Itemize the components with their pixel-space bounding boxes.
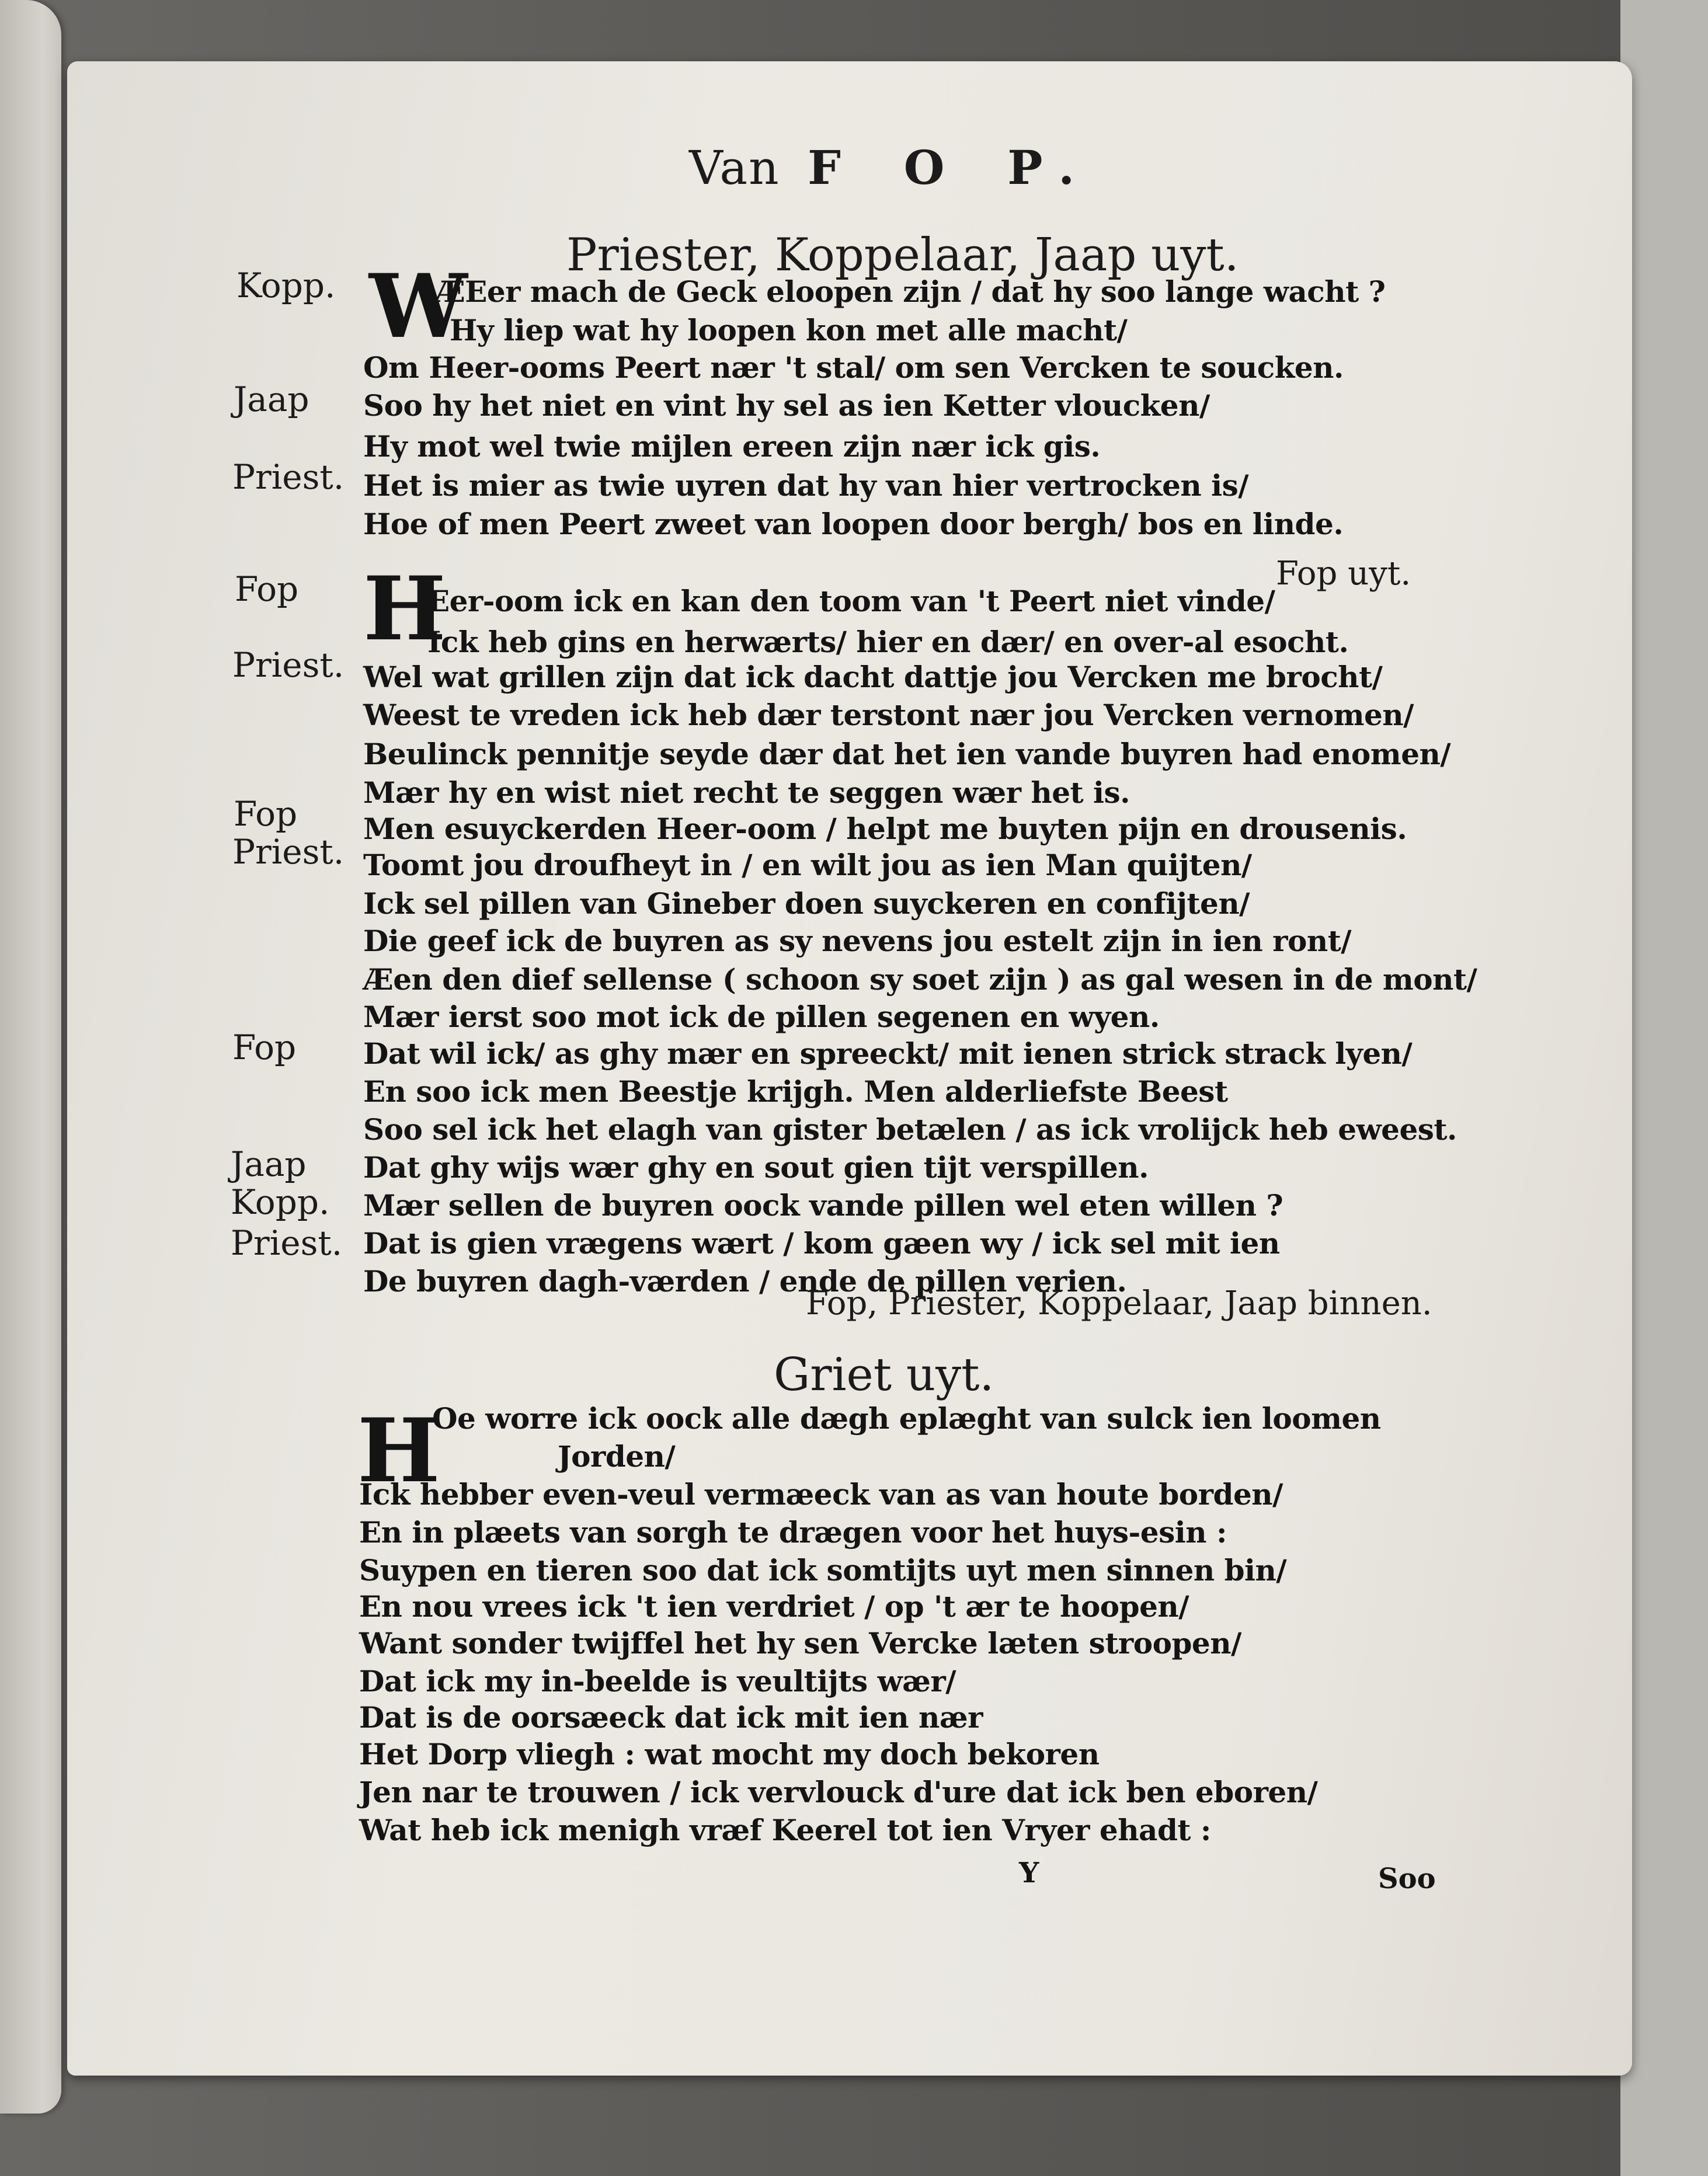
verse-line: Het Dorp vliegh : wat mocht my doch bekoren — [359, 1737, 1100, 1771]
speaker-label: Fop — [232, 1028, 297, 1067]
verse-line: Hy mot wel twie mijlen ereen zijn nær ick gis. — [363, 429, 1101, 464]
verse-line: En soo ick men Beestje krijgh. Men alderliefste Beest — [363, 1074, 1228, 1109]
verse-line: Hy liep wat hy loopen kon met alle macht/ — [450, 313, 1128, 347]
speaker-label: Fop — [234, 794, 298, 834]
verse-line: Dat ghy wijs wær ghy en sout gien tijt verspillen. — [363, 1150, 1149, 1185]
speaker-label: Priest. — [231, 1223, 343, 1263]
verse-line: Soo sel ick het elagh van gister betælen / as ick vrolijck heb eweest. — [363, 1112, 1457, 1147]
verse-line: Wat heb ick menigh vræf Keerel tot ien Vryer ehadt : — [359, 1813, 1211, 1847]
verse-line: Weest te vreden ick heb dær terstont nær jou Vercken vernomen/ — [363, 698, 1414, 732]
speaker-label: Kopp. — [236, 266, 336, 305]
verse-line: Dat ick my in-beelde is veultijts wær/ — [359, 1664, 956, 1698]
verse-line: En nou vrees ick 't ien verdriet / op 't ær te hoopen/ — [359, 1589, 1189, 1624]
section-heading: Griet uyt. — [774, 1349, 994, 1401]
catchword: Soo — [1378, 1862, 1436, 1895]
verse-line: Ick heb gins en herwærts/ hier en dær/ en over-al esocht. — [427, 625, 1349, 659]
section-heading: Priester, Koppelaar, Jaap uyt. — [566, 229, 1239, 281]
speaker-label: Jaap — [231, 1144, 307, 1184]
verse-line: Jorden/ — [558, 1439, 676, 1474]
verse-line: Suypen en tieren soo dat ick somtijts uyt men sinnen bin/ — [359, 1553, 1287, 1587]
speaker-label: Kopp. — [231, 1182, 330, 1222]
verse-line: Dat wil ick/ as ghy mær en spreeckt/ mit ienen strick strack lyen/ — [363, 1036, 1413, 1071]
verse-line: Ick sel pillen van Gineber doen suyckeren en confijten/ — [363, 886, 1250, 921]
verse-line: Mær hy en wist niet recht te seggen wær het is. — [363, 775, 1130, 810]
verse-line: Mær sellen de buyren oock vande pillen wel eten willen ? — [363, 1188, 1283, 1223]
signature-mark: Y — [1019, 1857, 1039, 1889]
verse-line: Æen den dief sellense ( schoon sy soet zijn ) as gal wesen in de mont/ — [363, 962, 1477, 997]
verse-line: Oe worre ick oock alle dægh eplæght van sulck ien loomen — [432, 1401, 1381, 1436]
verse-line: Dat is de oorsæeck dat ick mit ien nær — [359, 1700, 983, 1735]
verse-line: En in plæets van sorgh te drægen voor het huys-esin : — [359, 1515, 1227, 1550]
verse-line: Soo hy het niet en vint hy sel as ien Ketter vloucken/ — [363, 388, 1210, 423]
running-head-prefix: Van — [689, 141, 780, 195]
verse-line: ÆEer mach de Geck eloopen zijn / dat hy soo lange wacht ? — [435, 274, 1386, 309]
drop-cap: H — [363, 558, 446, 660]
verse-line: Want sonder twijffel het hy sen Vercke læten stroopen/ — [359, 1626, 1241, 1660]
speaker-label: Priest. — [232, 645, 345, 685]
verse-line: Wel wat grillen zijn dat ick dacht dattje jou Vercken me brocht/ — [363, 660, 1383, 694]
stage-direction: Fop, Priester, Koppelaar, Jaap binnen. — [806, 1284, 1432, 1322]
drop-cap: W — [369, 255, 468, 358]
drop-cap: H — [357, 1399, 440, 1502]
speaker-label: Priest. — [232, 832, 345, 872]
verse-line: Die geef ick de buyren as sy nevens jou estelt zijn in ien ront/ — [363, 924, 1352, 958]
verse-line: Het is mier as twie uyren dat hy van hier vertrocken is/ — [363, 468, 1249, 503]
verse-line: Ick hebber even-veul vermæeck van as van houte borden/ — [359, 1477, 1283, 1512]
running-head-name: F O P. — [808, 140, 1098, 195]
speaker-label: Jaap — [234, 380, 309, 419]
verse-line: Hoe of men Peert zweet van loopen door bergh/ bos en linde. — [363, 507, 1344, 541]
verse-line: Beulinck pennitje seyde dær dat het ien vande buyren had enomen/ — [363, 737, 1451, 771]
running-head — [689, 140, 1098, 195]
speaker-label: Priest. — [232, 457, 345, 497]
verse-line: Men esuyckerden Heer-oom / helpt me buyten pijn en drousenis. — [363, 812, 1407, 846]
background-edge — [1620, 0, 1708, 2176]
show-through-text — [1343, 1308, 1518, 1693]
verse-line: Mær ierst soo mot ick de pillen segenen en wyen. — [363, 1000, 1160, 1034]
verse-line: Om Heer-ooms Peert nær 't stal/ om sen Vercken te soucken. — [363, 350, 1344, 385]
verse-line: Toomt jou droufheyt in / en wilt jou as ien Man quijten/ — [363, 848, 1252, 882]
stage-direction: Fop uyt. — [1276, 555, 1411, 593]
verse-line: De buyren dagh-værden / ende de pillen verien. — [363, 1264, 1127, 1298]
speaker-label: Fop — [235, 569, 299, 609]
previous-page-edge — [0, 0, 61, 2114]
verse-line: Jen nar te trouwen / ick vervlouck d'ure dat ick ben eboren/ — [359, 1775, 1318, 1809]
verse-line: Eer-oom ick en kan den toom van 't Peert niet vinde/ — [427, 584, 1275, 618]
verse-line: Dat is gien vrægens wært / kom gæen wy / ick sel mit ien — [363, 1226, 1280, 1261]
